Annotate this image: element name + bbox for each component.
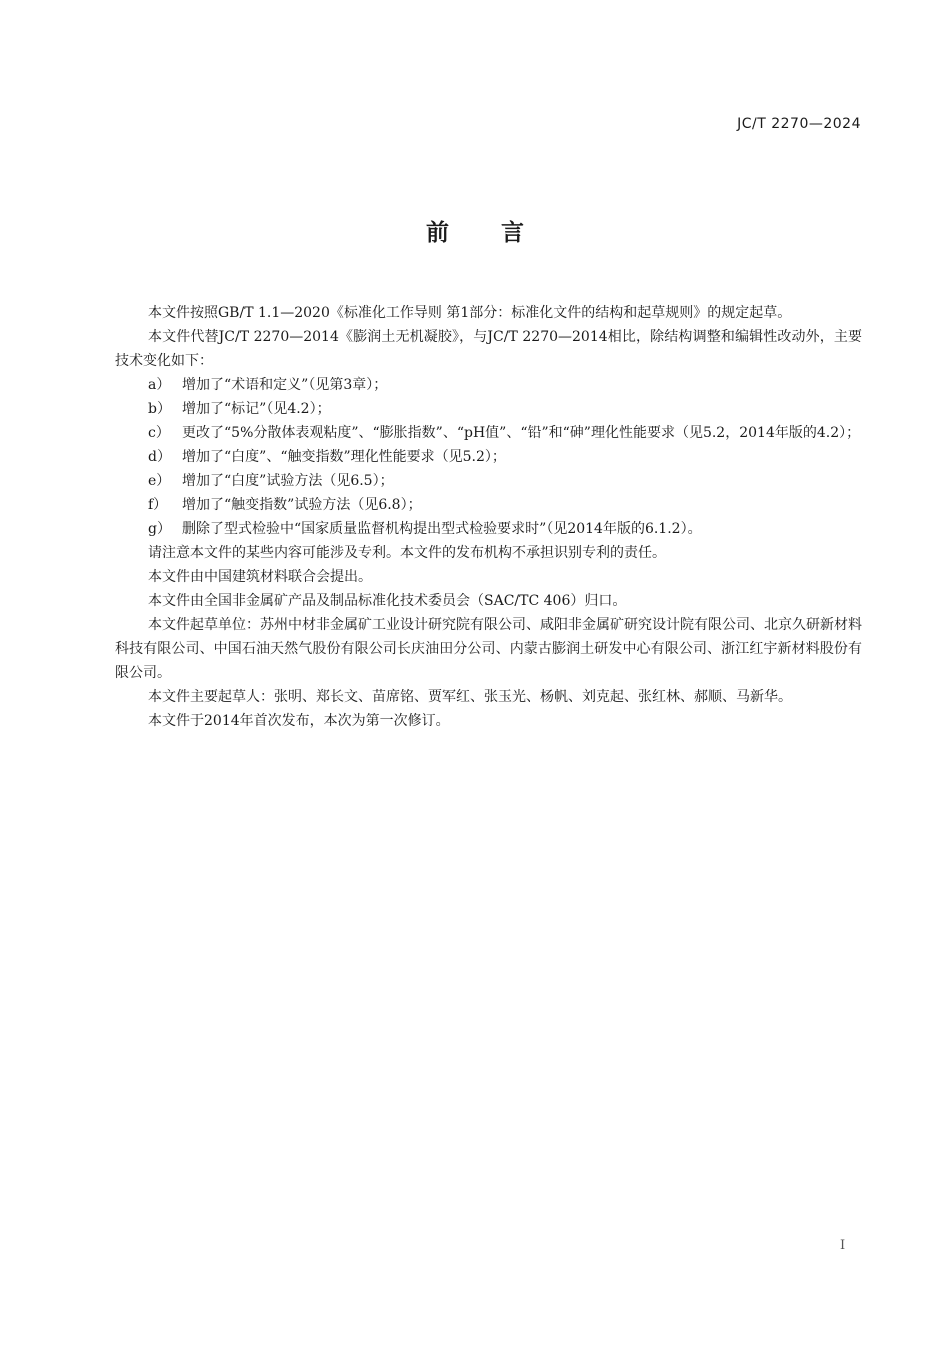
list-item-marker: b）: [148, 401, 171, 417]
list-item-text: 增加了“标记”（见4.2）；: [182, 401, 331, 417]
list-item: [115, 373, 862, 397]
paragraph-committee: 本文件由全国非金属矿产品及制品标准化技术委员会（SAC/TC 406）归口。: [148, 593, 627, 609]
paragraph-proposer: 本文件由中国建筑材料联合会提出。: [148, 569, 372, 585]
list-item-marker: g）: [148, 521, 171, 537]
page-number: I: [840, 1238, 846, 1253]
list-item-marker: e）: [148, 473, 171, 489]
paragraph-drafting-basis: 本文件按照GB/T 1.1—2020《标准化工作导则 第1部分：标准化文件的结构和起草规则》的规定起草。: [148, 305, 792, 321]
list-item-text: 增加了“白度”试验方法（见6.5）；: [182, 473, 394, 489]
paragraph-patent-notice: 请注意本文件的某些内容可能涉及专利。本文件的发布机构不承担识别专利的责任。: [148, 545, 666, 561]
list-item: [115, 421, 862, 445]
list-item: [115, 493, 862, 517]
list-item: [115, 517, 862, 541]
paragraph-replacement: 本文件代替JC/T 2270—2014《膨润土无机凝胶》，与JC/T 2270—2014相比，除结构调整和编辑性改动外，主要技术变化如下：: [115, 329, 862, 369]
page-title: 前言: [426, 220, 576, 246]
changes-list: [115, 373, 862, 541]
paragraph-history: 本文件于2014年首次发布，本次为第一次修订。: [148, 713, 450, 729]
list-item: [115, 445, 862, 469]
doc-code: JC/T 2270—2024: [737, 116, 861, 132]
list-item-text: 更改了“5%分散体表观粘度”、“膨胀指数”、“pH值”、“铅”和“砷”理化性能要求（见5.2，2014年版的4.2）；: [182, 425, 861, 441]
list-item: [115, 469, 862, 493]
paragraph-drafters: 本文件主要起草人：张明、郑长文、苗席铭、贾军红、张玉光、杨帆、刘克起、张红林、郝顺、马新华。: [148, 689, 792, 705]
list-item-marker: c）: [148, 425, 170, 441]
list-item-marker: f）: [148, 497, 168, 513]
list-item-text: 删除了型式检验中“国家质量监督机构提出型式检验要求时”（见2014年版的6.1.2）。: [182, 521, 702, 537]
foreword-body: [115, 301, 862, 733]
list-item-text: 增加了“白度”、“触变指数”理化性能要求（见5.2）；: [182, 449, 506, 465]
paragraph-drafting-units: 本文件起草单位：苏州中材非金属矿工业设计研究院有限公司、咸阳非金属矿研究设计院有限公司、北京久研新材料科技有限公司、中国石油天然气股份有限公司长庆油田分公司、内蒙古膨润土研发中心有限公司、浙江红宇新材料股份有限公司。: [115, 617, 862, 681]
list-item: [115, 397, 862, 421]
list-item-marker: d）: [148, 449, 171, 465]
list-item-text: 增加了“术语和定义”（见第3章）；: [182, 377, 388, 393]
list-item-marker: a）: [148, 377, 171, 393]
list-item-text: 增加了“触变指数”试验方法（见6.8）；: [182, 497, 422, 513]
